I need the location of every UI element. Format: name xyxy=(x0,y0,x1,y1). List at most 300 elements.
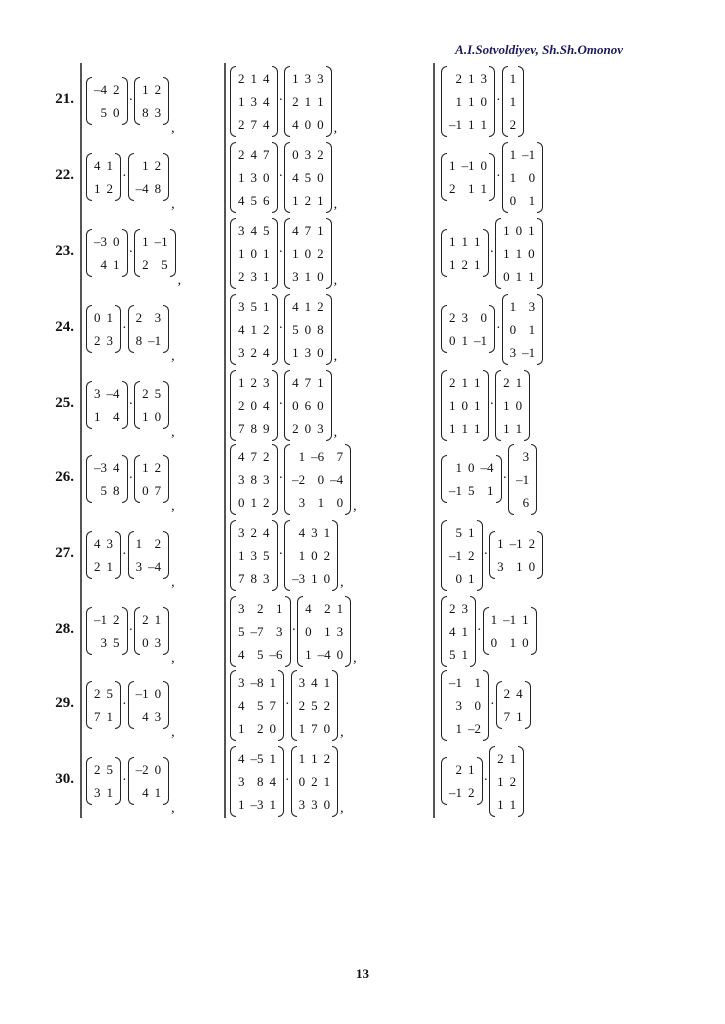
matrix-entry: 1 xyxy=(269,796,276,812)
matrix-entry: 0 xyxy=(515,397,523,413)
matrix-entry: 1 xyxy=(528,268,535,284)
matrix-entry: 2 xyxy=(449,181,456,196)
matrix-entry: 0 xyxy=(323,796,331,812)
matrix-entry: 1 xyxy=(455,720,462,736)
problem-row xyxy=(18,593,618,669)
matrix-entry: 3 xyxy=(238,222,245,238)
matrix-entry: 7 xyxy=(238,420,245,436)
right-paren xyxy=(332,670,338,741)
matrix-entry: 4 xyxy=(250,222,257,238)
matrix-entry: 5 xyxy=(263,547,270,563)
comma: , xyxy=(353,651,357,666)
matrix-entry: 2 xyxy=(503,686,511,701)
matrix-entry: 1 xyxy=(304,268,312,284)
matrix-entry: 1 xyxy=(449,420,456,436)
matrix-entry: 6 xyxy=(263,192,270,208)
matrix-entry: 0 xyxy=(455,570,462,586)
multiply-dot: · xyxy=(278,169,284,184)
problem-row xyxy=(18,367,618,443)
matrix-entry: 2 xyxy=(154,460,162,475)
problem-number: 29. xyxy=(55,695,74,711)
matrix-entry: 2 xyxy=(94,559,101,574)
matrix xyxy=(230,370,278,441)
matrix-entry: –1 xyxy=(503,612,517,627)
multiply-dot: · xyxy=(278,547,284,562)
multiply-dot: · xyxy=(278,397,284,412)
matrix-entry: 1 xyxy=(238,720,245,736)
matrix-entry: 0 xyxy=(490,635,498,650)
matrix-entry: 4 xyxy=(238,192,245,208)
matrix-entry: 3 xyxy=(304,70,312,86)
right-paren xyxy=(531,607,537,655)
matrix-entry: 4 xyxy=(305,600,312,616)
matrix-entry: 0 xyxy=(449,333,456,348)
matrix-entry: 2 xyxy=(449,374,456,390)
matrix-product-b xyxy=(230,367,337,443)
matrix-product-c xyxy=(441,441,537,517)
matrix-entry: 1 xyxy=(497,536,504,551)
matrix-entry: –1 xyxy=(449,785,462,800)
matrix-entry: 6 xyxy=(522,494,530,510)
matrix-entry: –1 xyxy=(449,674,462,690)
right-paren xyxy=(345,596,351,667)
matrix-entry: –1 xyxy=(135,686,149,701)
matrix-entry: 2 xyxy=(323,750,331,766)
matrix-entry: 7 xyxy=(154,483,162,498)
matrix-product-b xyxy=(230,517,344,593)
matrix xyxy=(230,746,284,817)
right-paren xyxy=(326,142,332,213)
matrix-entry: 1 xyxy=(503,397,510,413)
matrix xyxy=(128,757,170,805)
matrix-entry: 2 xyxy=(257,600,264,616)
right-paren xyxy=(122,607,128,655)
comma: , xyxy=(171,725,175,740)
matrix-entry: 2 xyxy=(263,494,270,510)
matrix-entry: 2 xyxy=(323,547,331,563)
matrix-entry: 3 xyxy=(135,559,143,574)
right-paren xyxy=(470,596,476,667)
matrix-entry: 1 xyxy=(336,600,344,616)
matrix-entry: 1 xyxy=(474,257,481,272)
matrix-entry: 0 xyxy=(480,310,487,325)
matrix-entry: 1 xyxy=(528,222,535,238)
matrix-entry: –8 xyxy=(250,674,264,690)
matrix xyxy=(284,66,332,137)
matrix-entry: 3 xyxy=(94,386,101,401)
right-paren xyxy=(122,455,128,503)
matrix-entry: 1 xyxy=(515,245,523,261)
matrix-entry: 5 xyxy=(250,192,257,208)
right-paren xyxy=(489,153,495,201)
matrix-entry: 4 xyxy=(238,646,245,662)
matrix-entry: 1 xyxy=(509,298,517,314)
matrix-entry: 0 xyxy=(238,494,245,510)
matrix-entry: 8 xyxy=(250,420,257,436)
matrix xyxy=(297,596,351,667)
matrix-entry: 0 xyxy=(515,222,523,238)
matrix-entry: 8 xyxy=(113,483,120,498)
right-paren xyxy=(326,294,332,365)
matrix-entry: 0 xyxy=(305,623,312,639)
matrix-entry: 3 xyxy=(154,310,162,325)
matrix-entry: 1 xyxy=(238,93,245,109)
matrix-entry: 2 xyxy=(317,298,324,314)
matrix-entry: 1 xyxy=(503,245,510,261)
matrix-entry: 1 xyxy=(94,181,101,196)
matrix-entry: 9 xyxy=(263,420,270,436)
matrix-entry: 5 xyxy=(263,222,270,238)
matrix-entry: 1 xyxy=(515,268,523,284)
matrix-entry: –4 xyxy=(94,82,107,97)
matrix-entry: 3 xyxy=(238,773,245,789)
multiply-dot: · xyxy=(502,471,508,486)
right-paren xyxy=(477,757,483,805)
matrix-entry: 0 xyxy=(323,570,331,586)
matrix-entry: 2 xyxy=(497,750,504,766)
matrix-entry: 1 xyxy=(468,70,475,86)
matrix-entry: 2 xyxy=(455,70,462,86)
matrix-entry: 1 xyxy=(317,93,324,109)
matrix-entry: 1 xyxy=(528,192,536,208)
matrix xyxy=(441,455,502,503)
matrix-entry: 1 xyxy=(516,559,523,574)
matrix-entry: 4 xyxy=(238,697,245,713)
matrix-entry: 2 xyxy=(94,762,101,777)
matrix-entry: 1 xyxy=(509,169,517,185)
matrix-entry: 1 xyxy=(474,420,481,436)
matrix-entry: 1 xyxy=(317,494,325,510)
right-paren xyxy=(326,370,332,441)
matrix-entry: 1 xyxy=(487,483,494,498)
matrix-entry: 2 xyxy=(106,181,113,196)
right-paren xyxy=(163,531,169,579)
matrix-entry: 4 xyxy=(94,158,101,173)
matrix-entry: –1 xyxy=(509,536,523,551)
comma: , xyxy=(171,121,175,136)
matrix-entry: 0 xyxy=(528,169,536,185)
matrix-entry: 0 xyxy=(142,483,149,498)
matrix-entry: –4 xyxy=(148,559,162,574)
matrix-entry: 1 xyxy=(497,796,504,812)
matrix xyxy=(441,757,483,805)
matrix-entry: –1 xyxy=(449,483,462,498)
matrix-entry: 4 xyxy=(238,448,245,464)
matrix-entry: 2 xyxy=(238,268,245,284)
right-paren xyxy=(272,142,278,213)
matrix-entry: 1 xyxy=(250,321,257,337)
matrix-entry: 5 xyxy=(238,623,245,639)
matrix-entry: 2 xyxy=(238,146,245,162)
comma: , xyxy=(340,575,344,590)
matrix-product-b xyxy=(230,667,344,743)
right-paren xyxy=(332,520,338,591)
matrix-entry: 3 xyxy=(250,93,257,109)
multiply-dot: · xyxy=(122,169,127,184)
matrix-entry: 1 xyxy=(106,310,113,325)
matrix-exercise-table xyxy=(18,63,618,818)
matrix-entry: 2 xyxy=(154,536,162,551)
right-paren xyxy=(163,381,169,429)
right-paren xyxy=(525,681,531,729)
matrix-product-b xyxy=(230,441,357,517)
matrix-entry: –3 xyxy=(94,460,107,475)
matrix-entry: 1 xyxy=(292,192,299,208)
matrix xyxy=(441,596,476,667)
matrix xyxy=(502,142,544,213)
multiply-dot: · xyxy=(128,397,134,412)
multiply-dot: · xyxy=(496,169,501,184)
matrix-entry: 1 xyxy=(250,494,257,510)
matrix-entry: 3 xyxy=(336,623,344,639)
matrix-entry: 7 xyxy=(304,222,312,238)
problem-number: 25. xyxy=(55,395,74,411)
matrix-product-a xyxy=(86,215,181,291)
multiply-dot: · xyxy=(128,471,134,486)
matrix-entry: 3 xyxy=(317,70,324,86)
matrix-entry: –3 xyxy=(292,570,306,586)
matrix-entry: 4 xyxy=(263,93,270,109)
matrix-entry: 1 xyxy=(449,234,456,249)
matrix-entry: 1 xyxy=(135,536,143,551)
matrix-entry: 1 xyxy=(298,720,306,736)
matrix-entry: 7 xyxy=(94,709,101,724)
matrix-entry: 4 xyxy=(292,298,299,314)
comma: , xyxy=(333,425,338,440)
matrix-entry: 3 xyxy=(263,570,270,586)
matrix xyxy=(441,66,495,137)
matrix-entry: 4 xyxy=(263,397,270,413)
matrix-entry: –3 xyxy=(250,796,264,812)
matrix-entry: 1 xyxy=(323,773,331,789)
matrix-entry: –1 xyxy=(522,344,536,360)
matrix-entry: 3 xyxy=(311,524,318,540)
matrix-entry: 1 xyxy=(263,268,270,284)
matrix-entry: 1 xyxy=(461,374,468,390)
matrix-entry: 2 xyxy=(257,720,264,736)
matrix xyxy=(230,66,278,137)
right-paren xyxy=(122,381,128,429)
right-paren xyxy=(163,305,169,353)
matrix xyxy=(441,670,489,741)
matrix-entry: 1 xyxy=(474,397,481,413)
comma: , xyxy=(177,273,182,288)
matrix-entry: 3 xyxy=(106,333,113,348)
matrix-entry: 3 xyxy=(304,146,312,162)
matrix-entry: –6 xyxy=(311,448,325,464)
matrix-entry: 1 xyxy=(311,570,318,586)
matrix xyxy=(502,294,544,365)
matrix-entry: 2 xyxy=(298,697,306,713)
multiply-dot: · xyxy=(490,697,495,712)
matrix-entry: 4 xyxy=(94,536,101,551)
matrix-entry: 4 xyxy=(269,773,276,789)
right-paren xyxy=(531,444,537,515)
comma: , xyxy=(171,197,175,212)
matrix-entry: 1 xyxy=(317,192,324,208)
comma: , xyxy=(171,801,175,816)
matrix xyxy=(134,607,169,655)
matrix-entry: 4 xyxy=(516,686,523,701)
matrix-entry: –2 xyxy=(468,720,481,736)
multiply-dot: · xyxy=(483,547,489,562)
matrix-entry: 0 xyxy=(269,720,276,736)
matrix xyxy=(86,305,121,353)
matrix-entry: 1 xyxy=(515,374,523,390)
matrix xyxy=(284,520,338,591)
right-paren xyxy=(115,757,121,805)
matrix-entry: 1 xyxy=(516,709,523,724)
matrix-entry: 3 xyxy=(238,600,245,616)
matrix-entry: 5 xyxy=(455,524,462,540)
matrix-entry: 1 xyxy=(468,181,475,196)
matrix-entry: 0 xyxy=(336,494,344,510)
matrix-entry: 1 xyxy=(474,374,481,390)
matrix-entry: 1 xyxy=(474,234,481,249)
matrix xyxy=(502,66,525,137)
matrix-entry: 1 xyxy=(238,169,245,185)
matrix-entry: –4 xyxy=(480,460,494,475)
matrix-entry: 7 xyxy=(503,709,511,724)
matrix-entry: 4 xyxy=(292,116,299,132)
matrix-entry: 3 xyxy=(292,268,299,284)
matrix-entry: 0 xyxy=(304,116,312,132)
matrix-entry: –1 xyxy=(516,471,530,487)
matrix-entry: 3 xyxy=(238,674,245,690)
matrix-entry: 0 xyxy=(480,93,487,109)
matrix-entry: 1 xyxy=(461,333,468,348)
matrix-entry: 0 xyxy=(509,321,517,337)
matrix-entry: 0 xyxy=(317,471,325,487)
matrix xyxy=(441,370,489,441)
matrix-entry: –4 xyxy=(135,181,149,196)
matrix xyxy=(128,531,170,579)
matrix-entry: 3 xyxy=(304,344,312,360)
matrix-entry: 2 xyxy=(304,192,312,208)
right-paren xyxy=(483,370,489,441)
matrix-entry: 0 xyxy=(113,234,120,249)
matrix-entry: 0 xyxy=(298,773,306,789)
matrix-entry: 2 xyxy=(311,773,318,789)
matrix-entry: 2 xyxy=(238,116,245,132)
matrix xyxy=(508,444,537,515)
right-paren xyxy=(537,218,543,289)
matrix-entry: 1 xyxy=(238,374,245,390)
matrix xyxy=(441,305,495,353)
problem-row xyxy=(18,517,618,593)
matrix-entry: 0 xyxy=(311,547,318,563)
matrix-entry: 3 xyxy=(497,559,504,574)
comma: , xyxy=(353,499,357,514)
matrix-entry: 5 xyxy=(161,257,168,272)
matrix-entry: 0 xyxy=(317,169,324,185)
multiply-dot: · xyxy=(128,245,134,260)
matrix-entry: 0 xyxy=(317,268,324,284)
matrix-entry: 1 xyxy=(497,773,504,789)
matrix-entry: 1 xyxy=(238,547,245,563)
matrix-entry: 2 xyxy=(468,785,475,800)
matrix-entry: 0 xyxy=(474,697,481,713)
multiply-dot: · xyxy=(285,697,290,712)
multiply-dot: · xyxy=(278,321,284,336)
matrix-entry: 1 xyxy=(298,448,306,464)
matrix-product-c xyxy=(441,367,530,443)
matrix-entry: 2 xyxy=(154,158,162,173)
matrix-entry: 0 xyxy=(468,460,475,475)
matrix-entry: 2 xyxy=(113,82,120,97)
matrix-entry: 0 xyxy=(94,310,101,325)
matrix-entry: 2 xyxy=(250,344,257,360)
matrix-entry: –1 xyxy=(449,547,462,563)
matrix-entry: 4 xyxy=(113,460,120,475)
right-paren xyxy=(489,305,495,353)
matrix xyxy=(489,531,543,579)
matrix-entry: 3 xyxy=(455,697,462,713)
right-paren xyxy=(272,218,278,289)
problem-row xyxy=(18,667,618,743)
matrix-entry: 2 xyxy=(324,600,331,616)
matrix-entry: 1 xyxy=(323,524,331,540)
matrix xyxy=(86,455,128,503)
matrix-entry: 0 xyxy=(154,762,162,777)
matrix xyxy=(284,218,332,289)
matrix-entry: 1 xyxy=(269,674,276,690)
right-paren xyxy=(163,681,169,729)
right-paren xyxy=(163,77,169,125)
matrix-entry: 4 xyxy=(449,623,456,639)
matrix-entry: 0 xyxy=(304,321,312,337)
multiply-dot: · xyxy=(489,245,495,260)
matrix-entry: 2 xyxy=(250,374,257,390)
author-header: A.I.Sotvoldiyev, Sh.Sh.Omonov xyxy=(455,42,623,57)
matrix-entry: –4 xyxy=(330,471,344,487)
right-paren xyxy=(115,531,121,579)
matrix-entry: –7 xyxy=(250,623,264,639)
matrix-product-c xyxy=(441,743,524,819)
matrix-entry: 0 xyxy=(304,420,312,436)
matrix-entry: 4 xyxy=(311,674,318,690)
comma: , xyxy=(171,651,175,666)
matrix-entry: 1 xyxy=(292,344,299,360)
right-paren xyxy=(326,218,332,289)
matrix xyxy=(284,444,351,515)
right-paren xyxy=(115,153,121,201)
matrix-entry: 3 xyxy=(509,344,517,360)
matrix-entry: 3 xyxy=(154,709,162,724)
right-paren xyxy=(272,444,278,515)
matrix-entry: 1 xyxy=(461,646,468,662)
matrix-entry: 3 xyxy=(298,494,306,510)
comma: , xyxy=(333,121,338,136)
matrix-entry: 1 xyxy=(106,709,113,724)
comma: , xyxy=(333,349,338,364)
matrix-entry: 2 xyxy=(317,245,324,261)
matrix-product-b xyxy=(230,593,357,669)
matrix-entry: 4 xyxy=(100,257,107,272)
matrix-entry: 3 xyxy=(263,374,270,390)
matrix-entry: 8 xyxy=(154,181,162,196)
matrix-product-c xyxy=(441,63,524,139)
matrix-entry: 3 xyxy=(106,536,113,551)
matrix-entry: 8 xyxy=(142,105,149,120)
matrix-entry: 3 xyxy=(263,471,270,487)
matrix-entry: 1 xyxy=(317,374,324,390)
right-paren xyxy=(278,746,284,817)
matrix-entry: 2 xyxy=(142,612,149,627)
matrix-entry: 0 xyxy=(323,720,331,736)
matrix-entry: 0 xyxy=(522,635,529,650)
matrix-entry: –4 xyxy=(317,646,331,662)
